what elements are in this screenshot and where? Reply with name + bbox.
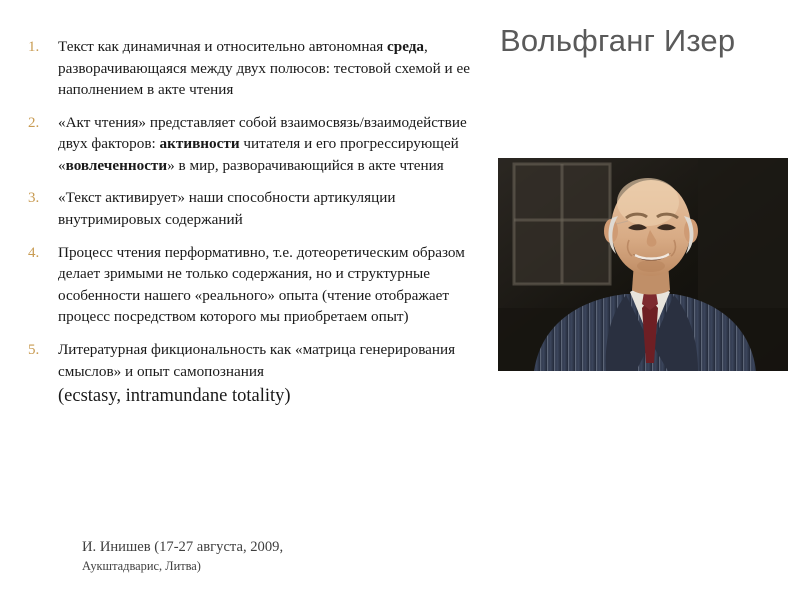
bullet-text-2 [58,114,467,174]
text-run-bold: активности [159,135,240,153]
portrait-image [498,158,788,371]
footer [82,538,412,574]
footer-line-2: Аукштадварис, Литва) [82,558,201,573]
bullet-text-4: Процесс чтения перформативно, т.е. дотеоретическим образом делает зримыми не только содержания, но и структурные особенности нашего «реального» опыта (чтение отображает процесс посредством которого мы приобретаем опыт) [58,243,465,326]
bullet-text-1 [58,38,470,98]
list-item [22,187,482,230]
text-run: , разворачивающаяся между двух полюсов: тестовой схемой и ее наполнением в акте чтения [58,38,470,99]
text-run-latin: (ecstasy, intramundane totality) [58,386,291,407]
text-run-bold: среда [387,38,425,55]
text-run: читателя и его прогрессирующей « [58,135,459,174]
text-run: Литературная фикциональность как «матрица генерирования смыслов» и опыт самопознания [58,340,456,380]
list-item [22,112,482,177]
text-run: «Акт чтения» представляет собой взаимосвязь/взаимодействие двух факторов: [58,113,467,153]
list-item [22,339,482,408]
text-run: » в мир, разворачивающийся в акте чтения [167,156,444,174]
text-run: Текст как динамичная и относительно автономная [58,38,388,55]
list-item [22,36,482,101]
text-run-bold: вовлеченности [65,156,168,174]
bullet-text-5 [58,341,455,405]
footer-line-1: И. Инишев (17-27 августа, 2009, [82,539,284,555]
slide-title: Вольфганг Изер [500,23,736,58]
portrait-illustration [498,158,788,371]
bullet-list-container [22,36,482,419]
bullet-list [22,36,482,408]
list-item [22,242,482,328]
bullet-text-3: «Текст активирует» наши способности артикуляции внутримировых содержаний [58,189,396,229]
